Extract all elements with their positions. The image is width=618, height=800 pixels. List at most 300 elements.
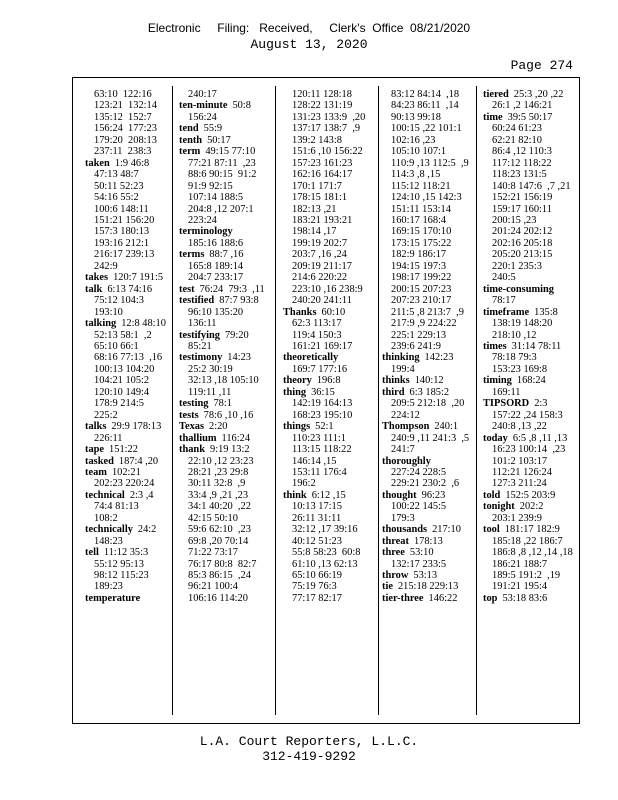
index-continuation [483,364,573,375]
index-entry [179,123,265,134]
index-locators: 240:1 [434,421,459,433]
index-continuation [382,433,469,444]
index-locators: 2:20 [209,421,228,433]
index-continuation [283,501,365,512]
index-continuation [382,284,469,295]
index-locators: 96:21 100:4 [188,581,238,593]
index-entry [382,524,469,535]
index-locators: 229:21 230:2 ,6 [391,478,460,490]
index-term: tie [382,581,393,593]
index-entry [85,547,166,558]
index-term: told [483,489,501,501]
index-locators: 53:18 83:6 [502,592,548,604]
index-locators: 6:5 ,8 ,11 ,13 [512,432,568,444]
index-continuation [283,272,365,283]
index-locators: 47:13 48:7 [94,169,139,181]
index-locators: 209:19 211:17 [292,260,352,272]
index-continuation [179,513,265,524]
index-entry [483,112,573,123]
index-locators: 239:6 241:9 [391,340,441,352]
index-continuation [85,238,166,249]
index-continuation [382,146,469,157]
index-term: top [483,592,498,604]
index-locators: 77:21 87:11 ,23 [188,157,256,169]
index-entry [382,547,469,558]
index-continuation [85,341,166,352]
page-number: Page 274 [510,58,573,73]
index-term: talking [85,318,117,330]
index-continuation [85,513,166,524]
index-continuation [283,158,365,169]
index-continuation [483,421,573,432]
index-locators: 87:7 93:8 [219,295,259,307]
index-locators: 209:5 212:18 ,20 [391,398,465,410]
index-locators: 135:12 152:7 [94,111,152,123]
index-term: test [179,283,195,295]
index-continuation [283,100,365,111]
index-locators: 9:19 13:2 [210,444,250,456]
index-locators: 83:12 84:14 ,18 [391,89,460,100]
index-locators: 115:12 118:21 [391,180,451,192]
index-term: TIPSORD [483,398,530,410]
index-continuation [483,215,573,226]
index-locators: 169:7 177:16 [292,363,348,375]
index-locators: 50:11 52:23 [94,180,144,192]
index-locators: 11:12 35:3 [103,547,149,559]
index-locators: 182:9 186:17 [391,249,447,261]
index-continuation [382,410,469,421]
index-continuation [283,456,365,467]
index-locators: 152:5 203:9 [505,489,556,501]
index-continuation [85,146,166,157]
index-locators: 159:17 160:11 [492,203,552,215]
index-continuation [283,410,365,421]
index-entry [283,387,365,398]
index-locators: 146:14 ,15 [292,455,337,467]
index-locators: 65:10 66:19 [292,570,342,582]
index-locators: 199:19 202:7 [292,237,348,249]
index-entry [283,490,365,501]
index-locators: 240:20 241:11 [292,295,352,307]
index-term: three [382,547,405,559]
column-divider [172,86,173,715]
index-locators: 96:10 135:20 [188,306,244,318]
index-locators: 24:2 [137,524,157,536]
index-continuation [85,559,166,570]
index-continuation [283,204,365,215]
index-continuation [179,375,265,386]
index-locators: 186:21 188:7 [492,558,548,570]
index-locators: 211:5 ,8 213:7 ,9 [391,306,464,318]
index-continuation [382,215,469,226]
index-locators: 104:21 105:2 [94,375,150,387]
index-term: terms [179,249,205,261]
index-term: tell [85,547,99,559]
index-continuation [283,318,365,329]
index-continuation [85,249,166,260]
index-continuation [483,536,573,547]
index-term: tenth [179,134,203,146]
index-locators: 202:23 220:24 [94,478,155,490]
index-continuation [85,135,166,146]
index-continuation [483,467,573,478]
index-continuation [179,456,265,467]
index-continuation [85,204,166,215]
index-continuation [85,226,166,237]
index-locators: 85:3 86:15 ,24 [188,570,251,582]
index-locators: 49:15 77:10 [205,146,256,158]
index-continuation [85,307,166,318]
index-locators: 189:5 191:2 ,19 [492,570,561,582]
index-locators: 237:11 238:3 [94,146,152,158]
index-locators: 217:10 [432,524,461,536]
index-entry [283,375,365,386]
index-locators: 84:23 86:11 ,14 [391,100,459,112]
index-term: time [483,111,503,123]
index-continuation [179,112,265,123]
index-locators: 148:23 [94,535,123,547]
index-continuation [85,123,166,134]
index-locators: 140:12 [414,375,444,387]
index-term: things [283,421,311,433]
index-locators: 25:2 30:19 [188,363,233,375]
index-locators: 136:11 [188,318,217,330]
index-locators: 215:18 229:13 [397,581,459,593]
index-locators: 2:3 [534,398,548,410]
index-continuation [483,410,573,421]
index-locators: 6:12 ,15 [311,489,346,501]
index-term: tier-three [382,592,424,604]
index-column-5 [483,89,573,604]
index-locators: 151:22 [109,444,138,456]
index-locators: 102:16 ,23 [391,134,436,146]
index-continuation [382,158,469,169]
index-term: times [483,340,507,352]
index-term: throw [382,570,409,582]
index-locators: 90:13 99:18 [391,111,441,123]
index-entry [382,536,469,547]
index-entry [382,375,469,386]
index-locators: 139:2 143:8 [292,134,342,146]
index-locators: 120:7 191:5 [113,272,164,284]
index-locators: 216:17 239:13 [94,249,155,261]
index-entry [85,524,166,535]
index-term: talk [85,283,103,295]
index-term: third [382,386,405,398]
index-locators: 110:23 111:1 [292,432,346,444]
index-locators: 198:17 199:22 [391,272,452,284]
index-entry [483,375,573,386]
index-locators: 162:16 164:17 [292,169,353,181]
index-column-1 [85,89,166,604]
index-locators: 55:9 [203,123,223,135]
index-entry [483,398,573,409]
index-continuation [382,123,469,134]
index-locators: 30:11 32:8 ,9 [188,478,246,490]
index-term: Thompson [382,421,430,433]
index-continuation [85,433,166,444]
index-locators: 157:3 180:13 [94,226,150,238]
index-locators: 138:19 148:20 [492,318,553,330]
index-locators: 196:2 [292,478,316,490]
index-column-4 [382,89,469,604]
index-locators: 142:23 [424,352,454,364]
index-locators: 223:10 ,16 238:9 [292,283,363,295]
index-continuation [283,478,365,489]
index-term: thallium [179,432,217,444]
index-entry [179,100,265,111]
index-entry [85,318,166,329]
filing-header: Electronic Filing: Received, Clerk's Office 08/21/2020 [147,21,471,35]
index-continuation [382,192,469,203]
index-locators: 62:3 113:17 [292,318,342,330]
index-locators: 116:24 [221,432,251,444]
index-locators: 120:10 149:4 [94,386,150,398]
index-entry [179,284,265,295]
index-entry [85,490,166,501]
index-term: theory [283,375,312,387]
index-entry [483,593,573,604]
index-continuation [179,341,265,352]
index-locators: 76:17 80:8 82:7 [188,558,257,570]
index-column-2 [179,89,265,604]
index-continuation [283,581,365,592]
index-locators: 74:4 81:13 [94,501,139,513]
index-continuation [85,295,166,306]
index-continuation [85,352,166,363]
index-locators: 55:12 95:13 [94,558,144,570]
index-term: term [179,146,201,158]
index-locators: 131:23 133:9 ,20 [292,111,366,123]
index-continuation [283,226,365,237]
index-continuation [382,249,469,260]
index-locators: 120:11 128:18 [292,89,352,100]
index-continuation [179,192,265,203]
court-reporter-name: L.A. Court Reporters, L.L.C. [199,734,419,749]
index-term: thought [382,489,417,501]
index-locators: 242:9 [94,260,118,272]
index-locators: 205:20 213:15 [492,249,553,261]
index-continuation [382,89,469,100]
index-entry [382,421,469,432]
index-continuation [85,169,166,180]
index-locators: 16:23 100:14 ,23 [492,444,566,456]
index-locators: 137:17 138:7 ,9 [292,123,361,135]
index-continuation [283,559,365,570]
index-entry [483,501,573,512]
index-continuation [382,398,469,409]
index-term: taken [85,157,110,169]
index-locators: 151:6 ,10 156:22 [292,146,363,158]
index-locators: 202:16 205:18 [492,237,553,249]
index-locators: 185:16 188:6 [188,237,244,249]
index-locators: 34:1 40:20 ,22 [188,501,251,513]
index-continuation [179,581,265,592]
index-entry [382,352,469,363]
index-locators: 218:10 ,12 [492,329,537,341]
index-continuation [483,192,573,203]
index-continuation [85,330,166,341]
index-locators: 78:17 [492,295,516,307]
index-locators: 68:16 77:13 ,16 [94,352,163,364]
index-locators: 123:21 132:14 [94,100,157,112]
index-continuation [283,215,365,226]
index-locators: 185:18 ,22 186:7 [492,535,563,547]
index-locators: 98:12 115:23 [94,570,149,582]
index-continuation [85,100,166,111]
index-continuation [179,501,265,512]
index-continuation [179,559,265,570]
index-continuation [85,261,166,272]
index-locators: 71:22 73:17 [188,547,238,559]
index-continuation [382,478,469,489]
index-locators: 50:8 [232,100,251,112]
index-locators: 100:6 148:11 [94,203,149,215]
index-entry [179,249,265,260]
index-continuation [483,444,573,455]
index-locators: 203:1 239:9 [492,512,542,524]
index-continuation [179,215,265,226]
index-locators: 214:6 220:22 [292,272,348,284]
index-locators: 187:4 ,20 [118,455,159,467]
index-continuation [483,581,573,592]
index-continuation [283,249,365,260]
index-locators: 26:11 31:11 [292,512,342,524]
index-locators: 178:15 181:1 [292,192,348,204]
index-locators: 53:10 [409,547,434,559]
index-locators: 124:10 ,15 142:3 [391,192,462,204]
index-continuation [283,547,365,558]
index-locators: 65:10 66:1 [94,340,139,352]
index-continuation [283,261,365,272]
index-entry [179,352,265,363]
index-locators: 196:8 [316,375,341,387]
index-continuation [382,501,469,512]
index-continuation [483,318,573,329]
index-continuation [483,158,573,169]
index-entry [382,456,469,467]
index-locators: 135:8 [534,306,558,318]
index-locators: 105:10 107:1 [391,146,447,158]
index-continuation [85,398,166,409]
index-locators: 186:8 ,8 ,12 ,14 ,18 [492,547,573,559]
index-locators: 107:14 188:5 [188,192,244,204]
index-locators: 178:9 214:5 [94,398,144,410]
index-locators: 6:3 185:2 [409,386,450,398]
index-continuation [283,524,365,535]
document-date: August 13, 2020 [250,37,368,52]
index-continuation [483,100,573,111]
court-reporter-phone: 312-419-9292 [262,749,356,764]
column-divider [275,86,276,715]
index-continuation [283,536,365,547]
index-locators: 10:13 17:15 [292,501,342,513]
index-locators: 201:24 202:12 [492,226,553,238]
index-continuation [283,192,365,203]
index-locators: 50:17 [207,134,231,146]
index-term: testified [179,295,215,307]
index-entry [85,284,166,295]
index-term: timing [483,375,512,387]
index-term: theoretically [283,352,339,364]
index-locators: 140:8 147:6 ,7 ,21 [492,180,571,192]
index-locators: 2:3 ,4 [129,489,154,501]
index-locators: 200:15 207:23 [391,283,452,295]
index-locators: 183:21 193:21 [292,214,353,226]
index-locators: 88:6 90:15 91:2 [188,169,257,181]
index-continuation [483,330,573,341]
index-continuation [179,570,265,581]
index-locators: 53:13 [413,570,438,582]
index-locators: 14:23 [227,352,251,364]
index-locators: 225:1 229:13 [391,329,447,341]
index-continuation [483,513,573,524]
index-term: tend [179,123,199,135]
index-locators: 156:24 177:23 [94,123,157,135]
index-continuation [283,295,365,306]
index-locators: 79:20 [224,329,249,341]
index-continuation [382,559,469,570]
index-locators: 32:13 ,18 105:10 [188,375,259,387]
index-entry [179,433,265,444]
index-continuation [483,226,573,237]
index-locators: 60:10 [321,306,346,318]
index-continuation [283,135,365,146]
index-continuation [283,364,365,375]
index-term: thousands [382,524,428,536]
index-entry [283,352,365,363]
index-locators: 200:15 ,23 [492,214,537,226]
index-locators: 118:23 131:5 [492,169,547,181]
index-continuation [85,478,166,489]
index-locators: 86:4 ,12 110:3 [492,146,552,158]
index-continuation [179,272,265,283]
index-locators: 203:7 ,16 ,24 [292,249,347,261]
index-locators: 112:21 126:24 [492,466,552,478]
index-term: timeframe [483,306,530,318]
index-locators: 169:11 [492,386,521,398]
index-continuation [283,593,365,604]
index-continuation [382,169,469,180]
index-locators: 151:11 153:14 [391,203,451,215]
index-term: threat [382,535,409,547]
index-locators: 224:12 [391,409,420,421]
index-entry [85,456,166,467]
index-locators: 101:2 103:17 [492,455,548,467]
index-continuation [382,261,469,272]
index-locators: 85:21 [188,340,212,352]
index-locators: 52:1 [315,421,334,433]
index-continuation [283,123,365,134]
index-locators: 106:16 114:20 [188,592,248,604]
index-continuation [179,89,265,100]
index-locators: 39:5 50:17 [507,111,553,123]
index-continuation [483,387,573,398]
index-continuation [179,547,265,558]
index-locators: 226:11 [94,432,123,444]
index-locators: 161:21 169:17 [292,340,353,352]
index-continuation [85,112,166,123]
index-continuation [382,238,469,249]
index-locators: 220:1 235:3 [492,260,542,272]
index-continuation [283,146,365,157]
index-locators: 151:21 156:20 [94,214,155,226]
index-term: technical [85,489,125,501]
index-locators: 165:8 189:14 [188,260,244,272]
index-locators: 100:15 ,22 101:1 [391,123,462,135]
index-continuation [283,513,365,524]
index-locators: 6:13 74:16 [107,283,153,295]
